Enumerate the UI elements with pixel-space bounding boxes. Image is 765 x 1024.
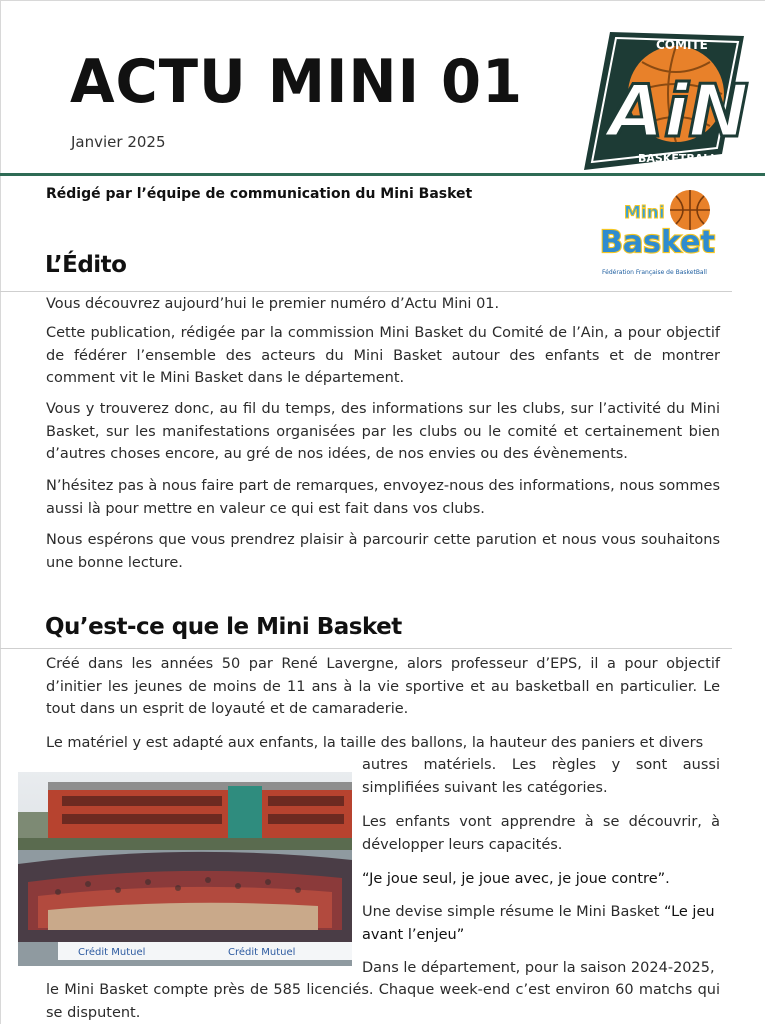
page-title: ACTU MINI 01 [70,47,524,117]
group-photo [18,772,352,966]
logo-ffbb-caption: Fédération Française de BasketBall [602,269,707,276]
edito-paragraph-1: Vous découvrez aujourd’hui le premier numéro d’Actu Mini 01. [46,296,500,312]
logo-ain-text: AiN [608,69,749,153]
mini-basket-paragraph-6-start: Dans le département, pour la saison 2024-2025, [362,960,715,976]
mini-basket-divider [0,648,732,649]
edito-divider [0,291,732,292]
edito-heading: L’Édito [45,252,127,278]
mini-basket-paragraph-5 [362,901,720,946]
motto-intro-text: Une devise simple résume le Mini Basket [362,904,664,920]
motto-quote: “Je joue seul, je joue avec, je joue contre”. [362,871,670,887]
mini-basket-paragraph-3: Les enfants vont apprendre à se découvrir, à développer leurs capacités. [362,814,720,853]
logo-basketball-text: BASKETBALL [638,152,718,165]
issue-date: Janvier 2025 [71,133,166,151]
banner-text: Crédit Mutuel [78,947,146,958]
logo-comite-text: COMITE [656,38,708,52]
logo-basket-text: Basket [600,225,715,260]
edito-paragraph-5: Nous espérons que vous prendrez plaisir à parcourir cette parution et nous vous souhaitons une bonne lecture. [46,532,720,571]
header-divider [0,173,765,176]
edito-paragraph-3: Vous y trouverez donc, au fil du temps, des informations sur les clubs, sur l’activité du Mini Basket, sur les manifestations organisées par les clubs ou le comité et certainement bien d’autres choses encore, au gré de nos idées, de nos envies ou des évènements. [46,401,720,462]
mini-basket-heading: Qu’est-ce que le Mini Basket [45,614,402,640]
page-border-left [0,0,1,1024]
mini-basket-paragraph-2-end: autres matériels. Les règles y sont aussi simplifiées suivant les catégories. [362,757,720,796]
page-border [0,0,765,1]
banner-text-2: Crédit Mutuel [228,947,296,958]
comite-ain-logo [572,22,750,174]
mini-basket-paragraph-6-end: le Mini Basket compte près de 585 licenciés. Chaque week-end c’est environ 60 matchs qui se disputent. [46,982,720,1021]
logo-mini-text: Mini [624,203,665,223]
mini-basket-logo [596,186,724,278]
edito-paragraph-2: Cette publication, rédigée par la commission Mini Basket du Comité de l’Ain, a pour objectif de fédérer l’ensemble des acteurs du Mini Basket autour des enfants et de montrer comment vit le Mini Basket dans le département. [46,325,720,386]
mini-basket-paragraph-1: Créé dans les années 50 par René Lavergne, alors professeur d’EPS, il a pour objectif d’initier les jeunes de moins de 11 ans à la vie sportive et au basketball en particulier. Le tout dans un esprit de loyauté et de camaraderie. [46,656,720,717]
mini-basket-paragraph-2-start: Le matériel y est adapté aux enfants, la taille des ballons, la hauteur des paniers et divers [46,735,704,751]
edito-paragraph-4: N’hésitez pas à nous faire part de remarques, envoyez-nous des informations, nous sommes aussi là pour mettre en valeur ce qui est fait dans vos clubs. [46,478,720,517]
motto-quote-2: “Le jeu avant l’enjeu” [362,904,715,943]
byline: Rédigé par l’équipe de communication du Mini Basket [46,186,473,202]
